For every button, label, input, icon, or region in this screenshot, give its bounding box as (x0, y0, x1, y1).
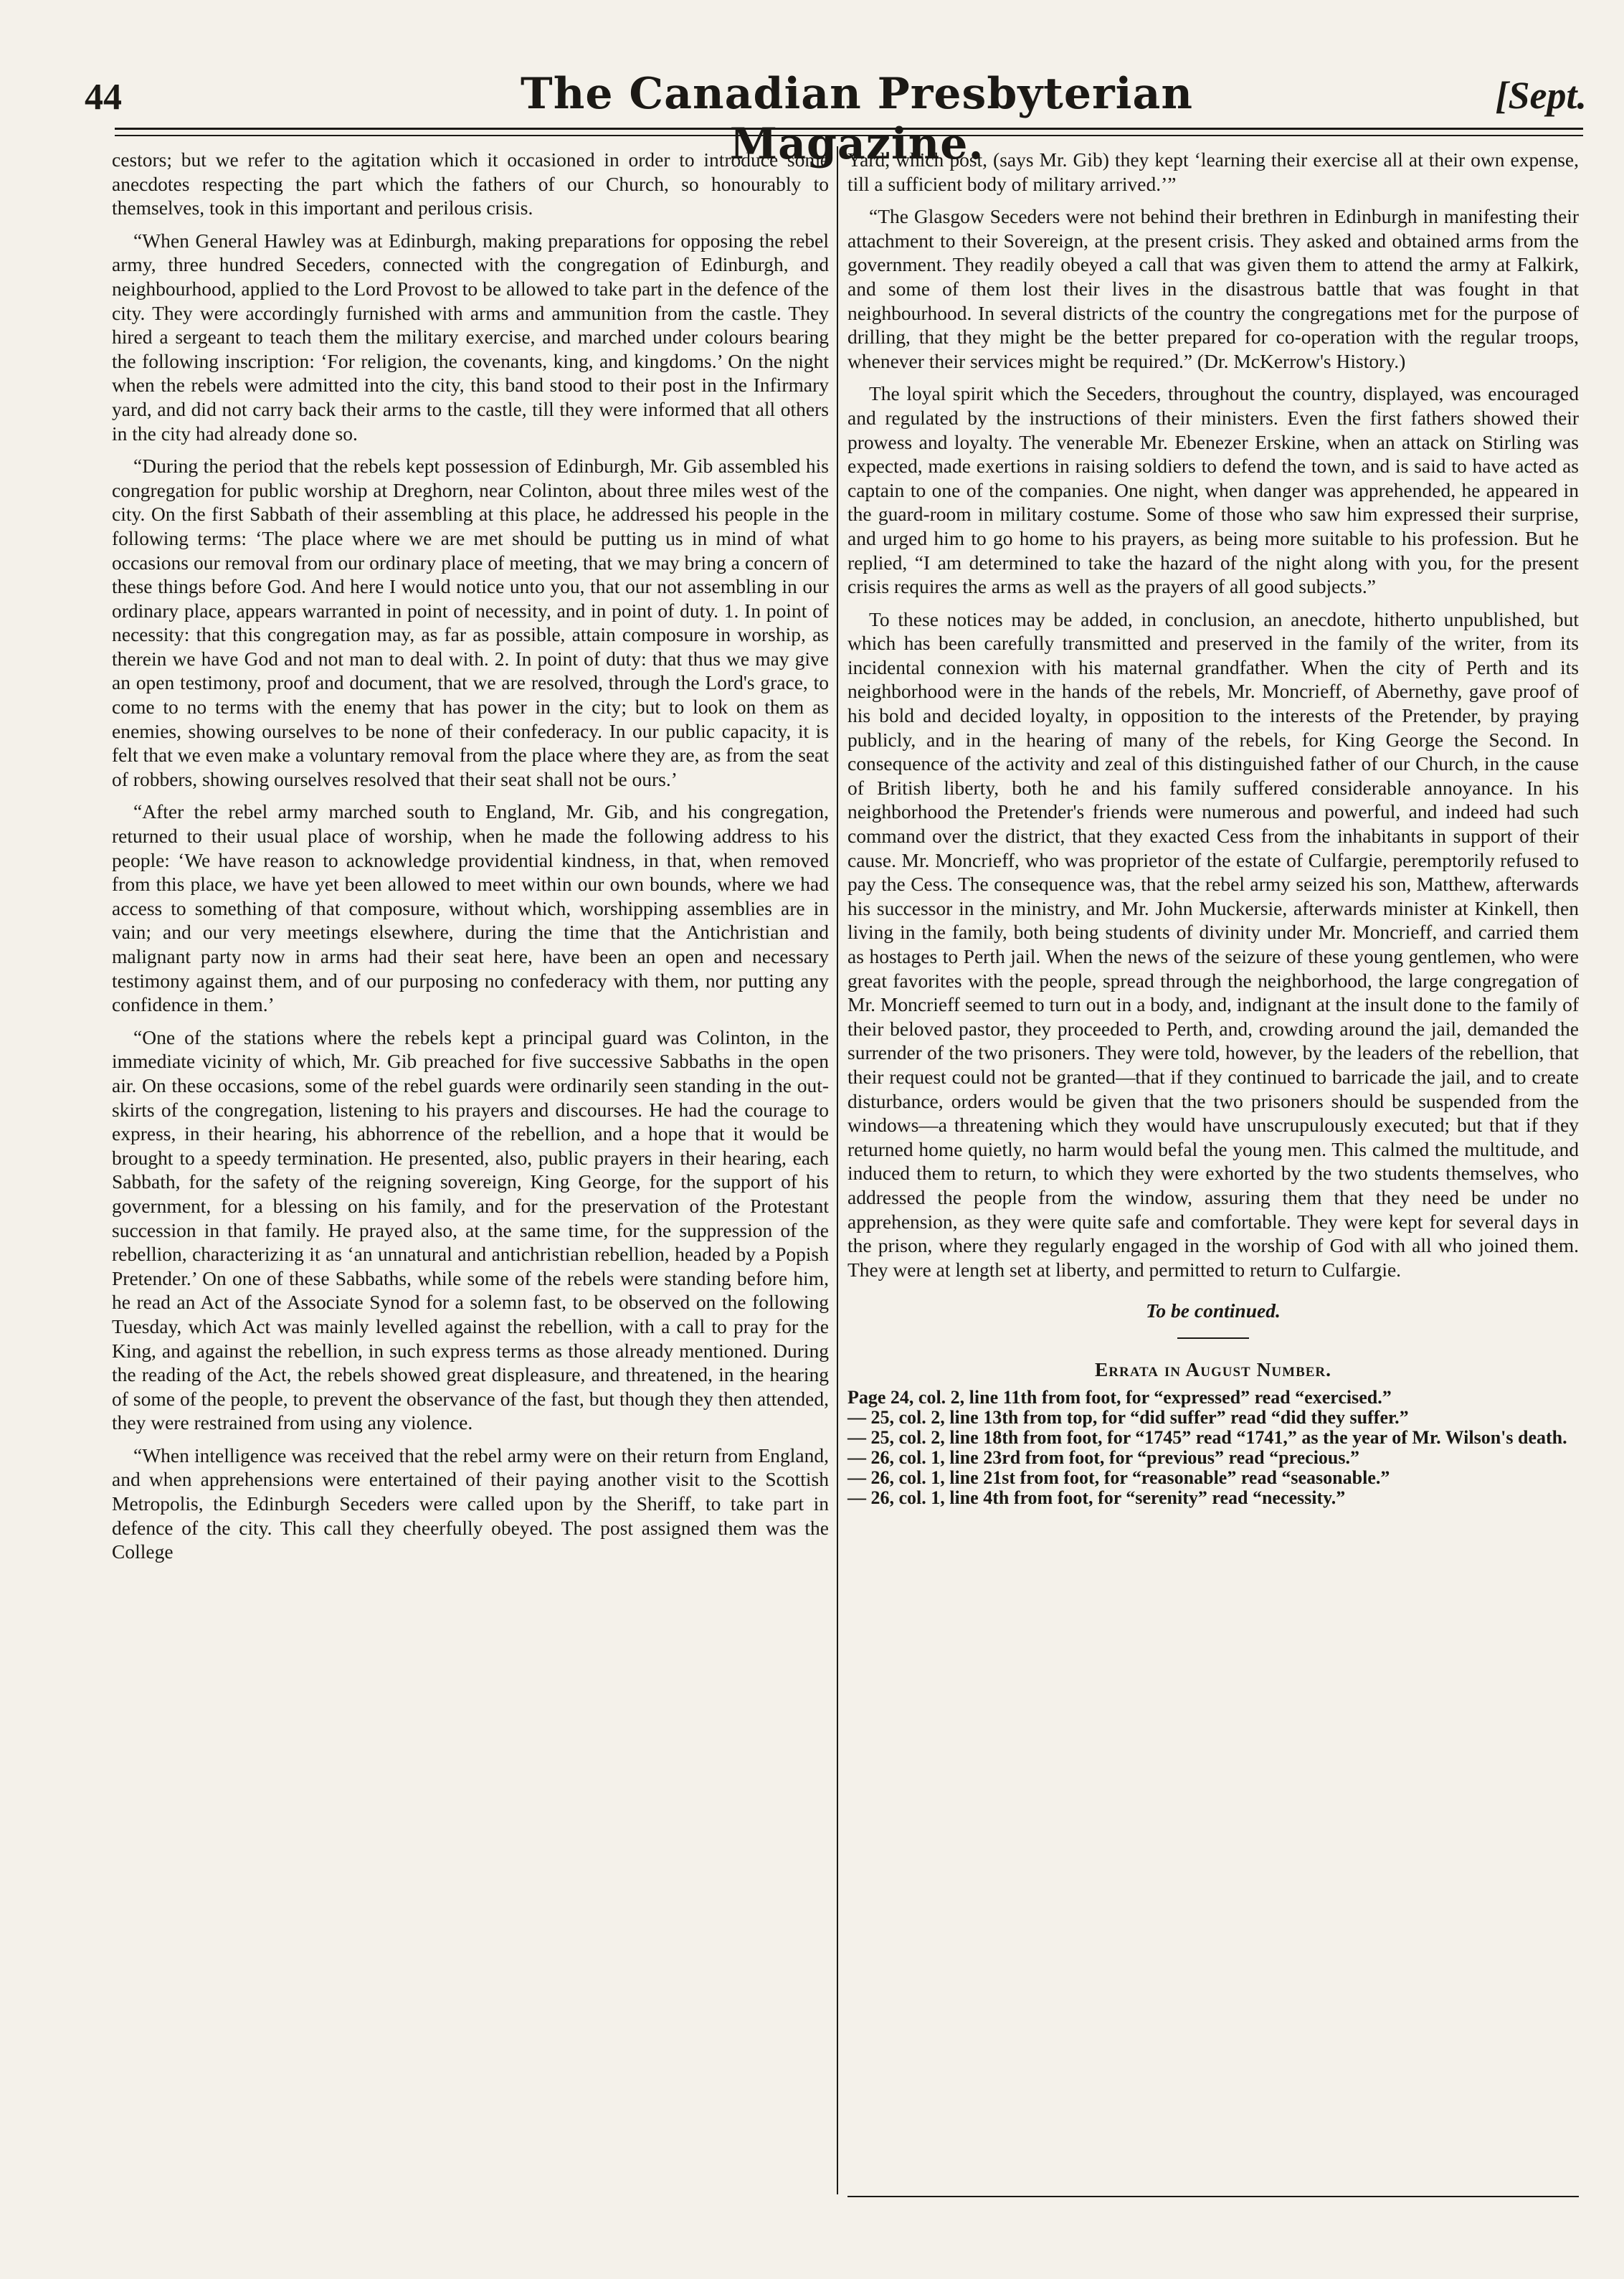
paragraph: “After the rebel army marched south to England, Mr. Gib, and his congregation, returned to their usual place of worship, when he made the following address to his people: ‘We have reason to acknowledge providential kindness, in that, when removed from this place, we have yet been allowed to meet within our own bounds, where we had access to something of that composure, without which, worshipping assemblies are in vain; and our very meetings elsewhere, during the time that the Antichristian and malignant party now in arms had their seat here, have been an open and necessary testimony against them, and of our purposing no confederacy with them, nor putting any confidence in them.’ (112, 800, 829, 1016)
paragraph: “During the period that the rebels kept possession of Edinburgh, Mr. Gib assembled his congregation for public worship at Dreghorn, near Colinton, about three miles west of the city. On the first Sabbath of their assembling at this place, he addressed his people in the following terms: ‘The place where we are met should be putting us in mind of what occasions our removal from our ordinary place of meeting, that we may bring a concern of these things before God. And here I would notice unto you, that our not assembling in our ordinary place, appears warranted in point of necessity, and in point of duty. 1. In point of necessity: that this congregation may, as far as possible, attain composure in worship, as therein we have God and not man to deal with. 2. In point of duty: that thus we may give an open testimony, proof and document, that we are resolved, through the Lord's grace, to come to no terms with the enemy that has power in the city; but to look on them as enemies, showing ourselves to be none of their confederacy. In our public capacity, it is felt that we even make a voluntary removal from the place where they are, as from the seat of robbers, showing ourselves resolved that their seat shall not be ours.’ (112, 455, 829, 790)
paragraph: “The Glasgow Seceders were not behind their brethren in Edinburgh in manifesting their attachment to their Sovereign, at the present crisis. They asked and obtained arms from the government. They readily obeyed a call that was given them to attend the army at Falkirk, and some of them lost their lives in the disastrous battle that was fought in that neighbourhood. In several districts of the country the congregations met for the purpose of drilling, that they might be the better prepared for co-operation with the regular troops, whenever their services might be required.” (Dr. McKerrow's History.) (847, 205, 1579, 372)
errata-item: — 25, col. 2, line 13th from top, for “did suffer” read “did they suffer.” (847, 1406, 1409, 1428)
header-rule-thin (115, 135, 1583, 136)
errata-item: — 25, col. 2, line 18th from foot, for “1745” read “1741,” as the year of Mr. Wilson's death. (847, 1426, 1567, 1448)
paragraph: The loyal spirit which the Seceders, throughout the country, displayed, was encouraged and regulated by the instructions of their ministers. Even the first fathers showed their prowess and loyalty. The venerable Mr. Ebenezer Erskine, when an attack on Stirling was expected, made exertions in raising soldiers to defend the town, and is said to have acted as captain to one of the companies. One night, when danger was apprehended, he appeared in the guard-room in military costume. Some of those who saw him expressed their surprise, and urged him to go home to his prayers, as being more suitable to his profession. But he replied, “I am determined to take the hazard of the night along with you, for the present crisis requires the arms as well as the prayers of all good subjects.” (847, 382, 1579, 598)
paragraph: “When General Hawley was at Edinburgh, making preparations for opposing the rebel army, three hundred Seceders, connected with the congregation of Edinburgh, and neighbourhood, applied to the Lord Provost to be allowed to take part in the defence of the city. They were accordingly furnished with arms and ammunition from the castle. They hired a sergeant to teach them the military exercise, and marched under colours bearing the following inscription: ‘For religion, the covenants, king, and kingdoms.’ On the night when the rebels were admitted into the city, this band stood to their post in the Infirmary yard, and did not carry back their arms to the castle, till they were informed that all others in the city had already done so. (112, 229, 829, 445)
errata-item: — 26, col. 1, line 23rd from foot, for “previous” read “precious.” (847, 1446, 1359, 1468)
errata-list (847, 1388, 1579, 1508)
left-column (112, 148, 829, 1573)
errata-bottom-rule (847, 2196, 1579, 2197)
issue-month: [Sept. (1495, 74, 1587, 117)
paragraph: “One of the stations where the rebels kept a principal guard was Colinton, in the immediate vicinity of which, Mr. Gib preached for five successive Sabbaths in the open air. On these occasions, some of the rebel guards were ordinarily seen standing in the out-skirts of the congregation, listening to his prayers and discourses. He had the courage to express, in their hearing, his abhorrence of the rebellion, and a hope that it would be brought to a speedy termination. He presented, also, public prayers in their hearing, each Sabbath, for the safety of the reigning sovereign, King George, for the support of his government, for a blessing on his family, and for the preservation of the Protestant succession in that family. He prayed also, at the same time, for the suppression of the rebellion, characterizing it as ‘an unnatural and antichristian rebellion, headed by a Popish Pretender.’ On one of these Sabbaths, while some of the rebels were standing before him, he read an Act of the Associate Synod for a solemn fast, to be observed on the following Tuesday, which Act was mainly levelled against the rebellion, with a call to pray for the King, and against the rebellion, in such express terms as those already mentioned. During the reading of the Act, the rebels showed great displeasure, and threatened, in the hearing of some of the people, to prevent the observance of the fast, but though they then attended, they were restrained from using any violence. (112, 1025, 829, 1434)
page-number: 44 (85, 77, 122, 118)
paragraph: To these notices may be added, in conclusion, an anecdote, hitherto unpublished, but which has been carefully transmitted and preserved in the family of the writer, from its incidental connexion with his maternal grandfather. When the city of Perth and its neighborhood were in the hands of the rebels, Mr. Moncrieff, of Abernethy, gave proof of his bold and decided loyalty, in opposition to the interests of the Pretender, by praying publicly, and in the hearing of many of the rebels, for King George the Second. In consequence of the activity and zeal of this distinguished father of our Church, in the cause of British liberty, both he and his family suffered considerable annoyance. In his neighborhood the Pretender's friends were numerous and powerful, and indeed had such command over the district, that they exacted Cess from the inhabitants in support of their cause. Mr. Moncrieff, who was proprietor of the estate of Culfargie, peremptorily refused to pay the Cess. The consequence was, that the rebel army seized his son, Matthew, afterwards his successor in the ministry, and Mr. John Muckersie, afterwards minister at Kinkell, then living in the family, both being students of divinity under Mr. Moncrieff, and carried them as hostages to Perth jail. When the news of the seizure of these young gentlemen, who were great favorites with the people, spread through the neighborhood, the large congregation of Mr. Moncrieff seemed to turn out in a body, and, indignant at the insult done to the family of their beloved pastor, they proceeded to Perth, and, crowding around the jail, demanded the surrender of the two prisoners. They were told, however, by the leaders of the rebellion, that their request could not be granted—that if they continued to barricade the jail, and to create disturbance, orders would be given that the two prisoners should be suspended from the windows—a threatening which they would have unscrupulously executed; but that if they returned home quietly, no harm would befal the young men. This calmed the multitude, and induced them to return, to which they were exhorted by the two students themselves, who addressed the people from the window, assuring them that they need be under no apprehension, as they were quite safe and comfortable. They were kept for several days in the prison, where they regularly engaged in the worship of God with all who joined them. They were at length set at liberty, and permitted to return to Culfargie. (847, 607, 1579, 1281)
paragraph: cestors; but we refer to the agitation which it occasioned in order to introduce some anecdotes respecting the part which the fathers of our Church, so honourably to themselves, took in this important and perilous crisis. (112, 148, 829, 219)
errata-item: — 26, col. 1, line 4th from foot, for “serenity” read “necessity.” (847, 1487, 1346, 1508)
running-title: The Canadian Presbyterian Magazine. (521, 69, 1193, 169)
paragraph: “When intelligence was received that the rebel army were on their return from England, and when apprehensions were entertained of their paying another visit to the Scottish Metropolis, the Edinburgh Seceders were called upon by the Sheriff, to take part in defence of the city. This call they cheerfully obeyed. The post assigned them was the College (112, 1444, 829, 1563)
errata-item: Page 24, col. 2, line 11th from foot, for “expressed” read “exercised.” (847, 1386, 1392, 1408)
column-divider (837, 146, 838, 2194)
right-column (847, 148, 1579, 1508)
to-be-continued: To be continued. (1146, 1299, 1281, 1322)
header-rule-thick (115, 128, 1583, 130)
errata-heading: Errata in August Number. (1094, 1358, 1332, 1380)
paragraph: Yard, which post, (says Mr. Gib) they kept ‘learning their exercise all at their own expense, till a sufficient body of military arrived.’” (847, 148, 1579, 195)
errata-item: — 26, col. 1, line 21st from foot, for “reasonable” read “seasonable.” (847, 1467, 1390, 1488)
section-rule (1177, 1337, 1249, 1339)
